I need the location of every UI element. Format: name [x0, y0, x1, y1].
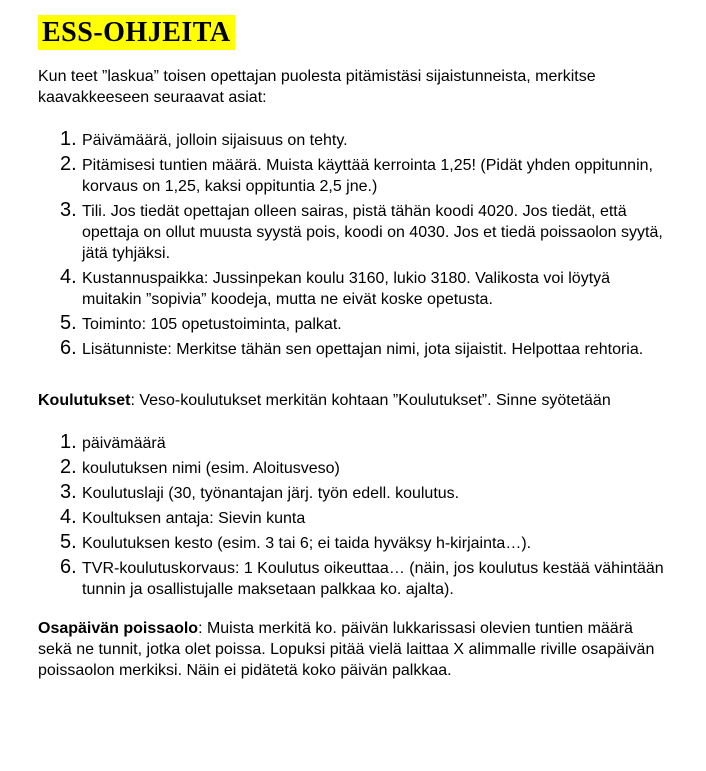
list-item: TVR-koulutuskorvaus: 1 Koulutus oikeuttaa… (näin, jos koulutus kestää vähintään tunnin ja osallistujalle maksetaan palkkaa ko. ajalta). — [82, 560, 664, 598]
list-item: Kustannuspaikka: Jussinpekan koulu 3160, lukio 3180. Valikosta voi löytyä muitakin ”sopivia” koodeja, mutta ne eivät koske opetusta. — [82, 270, 611, 308]
list-item: Koulutuksen kesto (esim. 3 tai 6; ei taida hyväksy h-kirjainta…). — [82, 535, 532, 552]
training-instruction-list — [38, 433, 668, 600]
list-item: Lisätunniste: Merkitse tähän sen opettajan nimi, jota sijaistit. Helpottaa rehtoria. — [82, 341, 644, 358]
page-title: ESS-OHJEITA — [38, 15, 235, 50]
substitution-instruction-list — [38, 130, 668, 360]
osapaivan-paragraph — [38, 618, 668, 681]
list-item: Toiminto: 105 opetustoiminta, palkat. — [82, 316, 342, 333]
list-item: Koulutuslaji (30, työnantajan järj. työn edell. koulutus. — [82, 485, 460, 502]
list-item: päivämäärä — [82, 435, 166, 452]
koulutukset-paragraph — [38, 390, 668, 411]
list-item: Koultuksen antaja: Sievin kunta — [82, 510, 306, 527]
koulutukset-text: : Veso-koulutukset merkitän kohtaan ”Koulutukset”. Sinne syötetään — [130, 392, 611, 409]
osapaivan-heading: Osapäivän poissaolo — [38, 620, 199, 637]
list-item: koulutuksen nimi (esim. Aloitusveso) — [82, 460, 340, 477]
list-item: Päivämäärä, jolloin sijaisuus on tehty. — [82, 132, 348, 149]
intro-paragraph: Kun teet ”laskua” toisen opettajan puolesta pitämistäsi sijaistunneista, merkitse kaavakkeeseen seuraavat asiat: — [38, 68, 596, 106]
title-row — [38, 15, 668, 50]
koulutukset-heading: Koulutukset — [38, 392, 131, 409]
list-item: Pitämisesi tuntien määrä. Muista käyttää kerrointa 1,25! (Pidät yhden oppitunnin, korvaus on 1,25, kaksi oppituntia 2,5 jne.) — [82, 157, 653, 195]
list-item: Tili. Jos tiedät opettajan olleen sairas, pistä tähän koodi 4020. Jos tiedät, että opettaja on ollut muusta syystä pois, koodi on 4030. Jos et tiedä poissaolon syytä, jätä tyhjäksi. — [82, 203, 663, 262]
osapaivan-text: : Muista merkitä ko. päivän lukkarissasi olevien tuntien määrä sekä ne tunnit, jotka olet poissa. Lopuksi pitää vielä laittaa X alimmalle riville osapäivän poissaolon merkiksi. Näin ei pidätetä koko päivän palkkaa. — [38, 620, 655, 679]
